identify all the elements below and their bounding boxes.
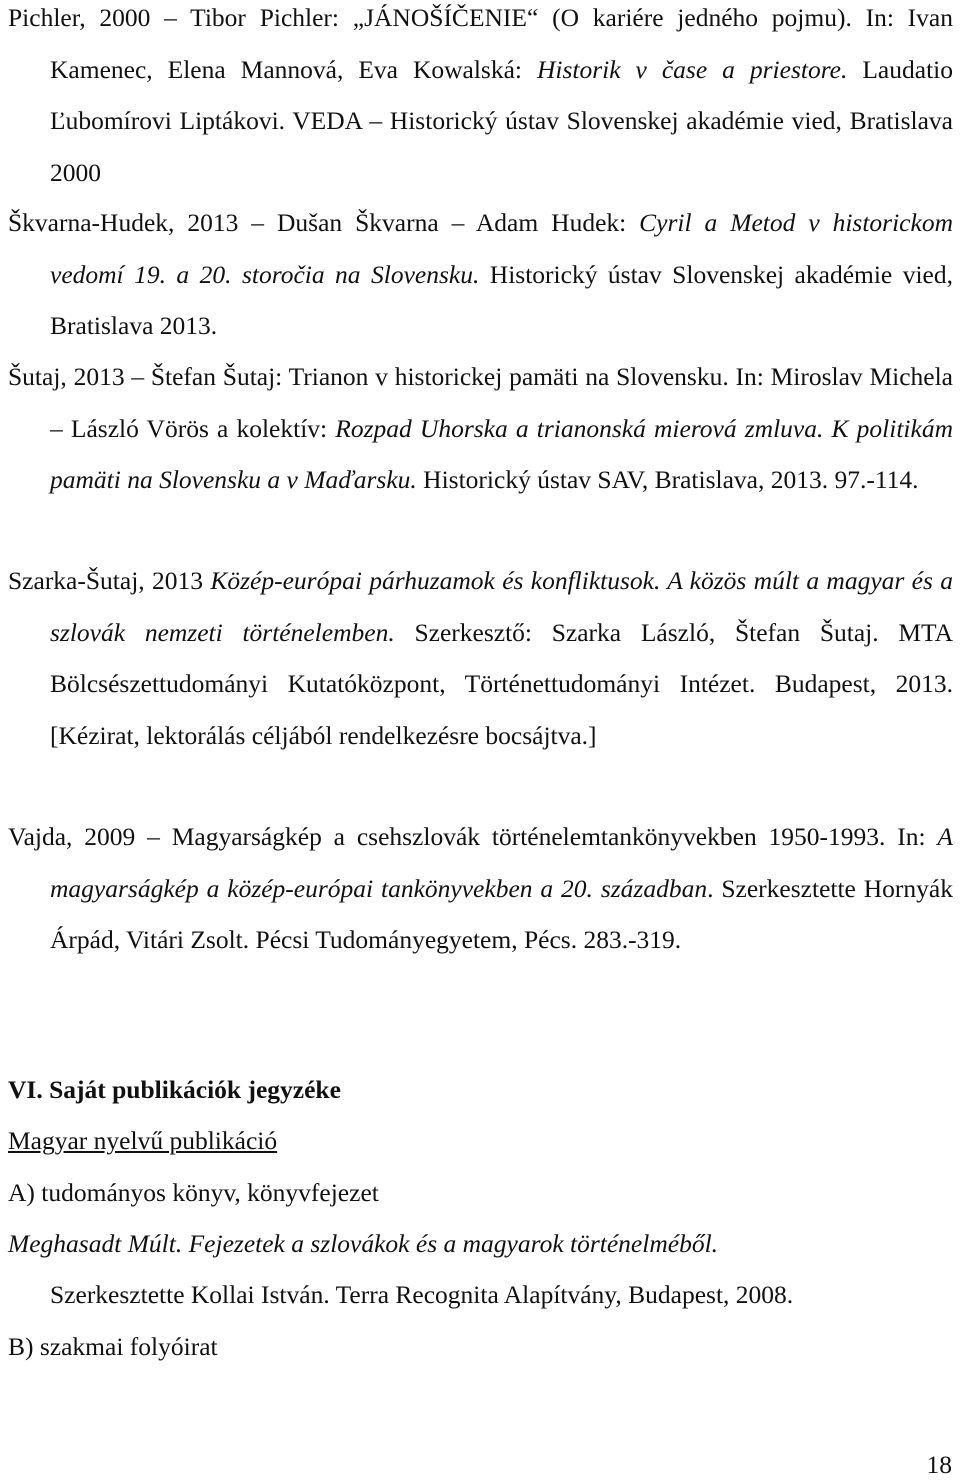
- publication-entry: [8, 1218, 953, 1320]
- reference-segment: Laudatio Ľubomírovi Liptákovi. VEDA – Historický ústav Slovenskej akadémie vied, Bratislava 2000: [50, 54, 953, 187]
- reference-text: [8, 822, 953, 954]
- reference-text: [8, 566, 953, 750]
- reference-text: [8, 362, 953, 494]
- reference-segment: Historický ústav Slovenskej akadémie vied, Bratislava 2013.: [50, 259, 953, 340]
- reference-szarka: [8, 555, 953, 761]
- reference-title: Historik v čase a priestore.: [536, 54, 848, 84]
- reference-segment: Škvarna-Hudek, 2013 – Dušan Škvarna – Adam Hudek:: [8, 208, 640, 237]
- reference-title: Közép-európai párhuzamok és konfliktusok. A közös múlt a magyar és a szlovák nemzeti történelemben.: [50, 566, 954, 647]
- publication-title: Meghasadt Múlt. Fejezetek a szlovákok és a magyarok történelméből.: [8, 1229, 719, 1258]
- category-b-label: B) szakmai folyóirat: [8, 1332, 218, 1361]
- page-number: 18: [926, 1450, 952, 1479]
- reference-segment: Historický ústav SAV, Bratislava, 2013. 97.-114.: [416, 465, 919, 494]
- reference-segment: Vajda, 2009 – Magyarságkép a csehszlovák történelemtankönyvekben 1950-1993. In:: [8, 822, 938, 851]
- section-heading: VI. Saját publikációk jegyzéke: [8, 1075, 341, 1104]
- publication-details: Szerkesztette Kollai István. Terra Recognita Alapítvány, Budapest, 2008.: [50, 1280, 794, 1309]
- reference-sutaj: [8, 351, 953, 506]
- reference-segment: . Szerkesztette Hornyák Árpád, Vitári Zsolt. Pécsi Tudományegyetem, Pécs. 283.-319.: [50, 873, 953, 954]
- reference-pichler: [8, 0, 953, 198]
- reference-vajda: [8, 811, 953, 966]
- reference-segment: Šutaj, 2013 – Štefan Šutaj: Trianon v historickej pamäti na Slovensku. In: Miroslav Michela – László Vörös a kolektív:: [8, 362, 953, 443]
- reference-skvarna: [8, 197, 953, 352]
- reference-segment: Pichler, 2000 – Tibor Pichler: „JÁNOŠÍČENIE“ (O kariére jedného pojmu). In: Ivan Kamenec, Elena Mannová, Eva Kowalská:: [8, 3, 953, 84]
- reference-title: A magyarságkép a közép-európai tankönyvekben a 20. században: [50, 822, 953, 903]
- reference-text: [8, 208, 953, 340]
- reference-title: Rozpad Uhorska a trianonská mierová zmluva. K politikám pamäti na Slovensku a v Maďarsku.: [50, 413, 953, 494]
- reference-segment: Szarka-Šutaj, 2013: [8, 566, 211, 595]
- reference-segment: Szerkesztő: Szarka László, Štefan Šutaj. MTA Bölcsészettudományi Kutatóközpont, Történettudományi Intézet. Budapest, 2013.[Kézirat, lektorálás céljából rendelkezésre bocsájtva.]: [50, 617, 954, 750]
- section-subheading: Magyar nyelvű publikáció: [8, 1126, 278, 1155]
- reference-title: Cyril a Metod v historickom vedomí 19. a 20. storočia na Slovensku.: [50, 208, 953, 289]
- reference-text: [8, 3, 953, 187]
- category-a-label: A) tudományos könyv, könyvfejezet: [8, 1178, 379, 1207]
